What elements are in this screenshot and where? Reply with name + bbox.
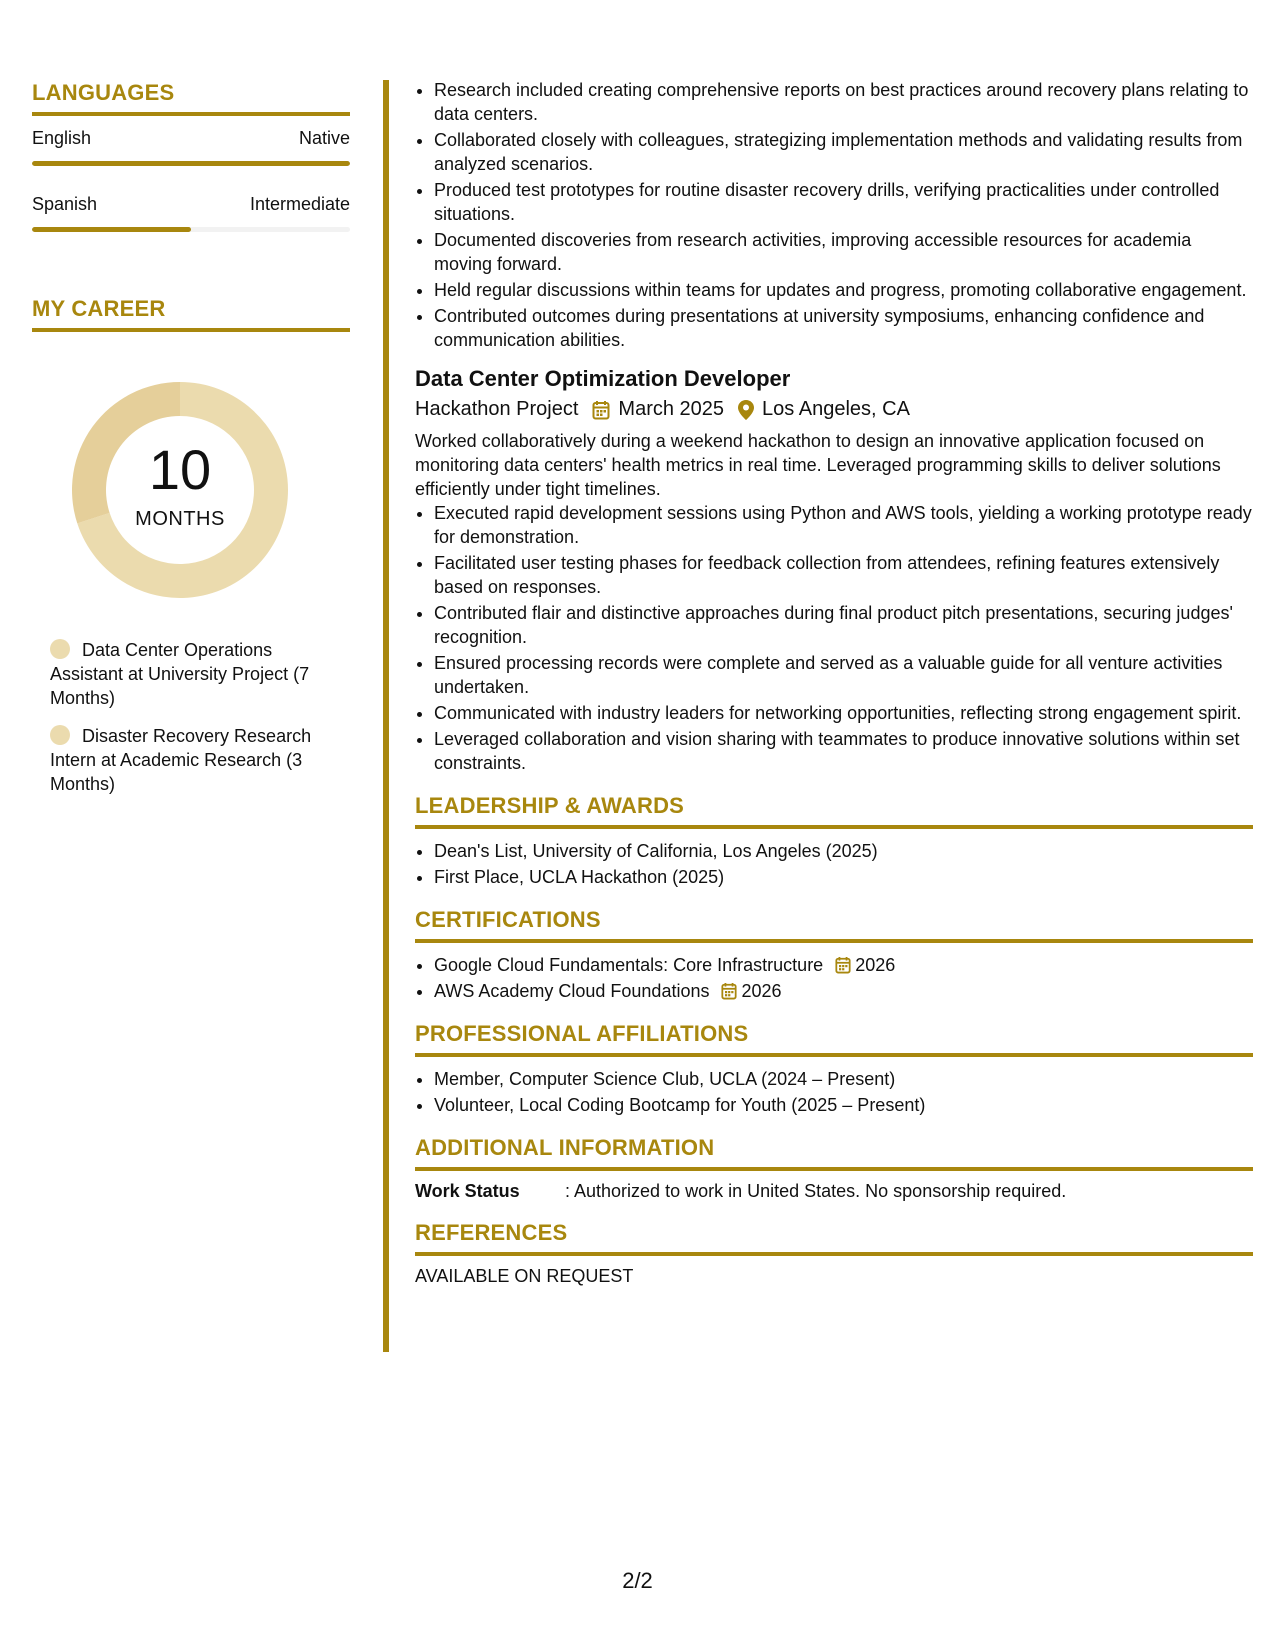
job-summary: Worked collaboratively during a weekend hackathon to design an innovative application focused on monitoring data centers' health metrics in real time. Leveraged programming skills to deliver solutions efficiently under tight timelines.	[415, 431, 1221, 499]
calendar-icon	[721, 982, 737, 1000]
language-item-spanish	[32, 194, 350, 232]
list-item: • Contributed flair and distinctive approaches during final product pitch presentations, securing judges' recognition.	[434, 601, 1253, 649]
legend-item	[50, 724, 332, 796]
job-bullets	[415, 501, 1253, 775]
calendar-icon	[592, 400, 610, 420]
list-item: • Leveraged collaboration and vision sharing with teammates to produce innovative solutions within set constraints.	[434, 727, 1253, 775]
list-item	[434, 953, 1253, 977]
affiliations-section	[415, 1021, 1253, 1117]
list-item	[434, 979, 1253, 1003]
list-item: • Collaborated closely with colleagues, strategizing implementation methods and validating results from analyzed scenarios.	[434, 128, 1253, 176]
languages-section	[32, 80, 350, 232]
additional-info-heading: ADDITIONAL INFORMATION	[415, 1135, 1253, 1171]
certification-name: • Google Cloud Fundamentals: Core Infrastructure	[434, 955, 824, 975]
list-item: • Facilitated user testing phases for feedback collection from attendees, refining features extensively based on responses.	[434, 551, 1253, 599]
left-column	[32, 80, 350, 810]
legend-dot	[50, 725, 70, 745]
language-name: English	[32, 128, 92, 148]
list-item: • Ensured processing records were complete and served as a valuable guide for all venture activities undertaken.	[434, 651, 1253, 699]
list-item: • Member, Computer Science Club, UCLA (2024 – Present)	[434, 1067, 1253, 1091]
certification-year: 2026	[855, 955, 896, 975]
legend-item	[50, 638, 332, 710]
location-pin-icon	[738, 400, 754, 420]
career-heading: MY CAREER	[32, 296, 350, 332]
career-total-unit: MONTHS	[135, 507, 225, 530]
donut-center	[66, 376, 294, 604]
language-item-english	[32, 128, 350, 166]
language-proficiency-fill	[32, 161, 350, 166]
list-item: • First Place, UCLA Hackathon (2025)	[434, 865, 1253, 889]
job-meta	[415, 398, 1253, 421]
languages-heading: LANGUAGES	[32, 80, 350, 116]
work-status-value: : Authorized to work in United States. No sponsorship required.	[565, 1181, 1067, 1201]
job-location: Los Angeles, CA	[762, 398, 910, 420]
job-entry	[415, 366, 1253, 775]
certification-year: 2026	[741, 981, 782, 1001]
job-organization: Hackathon Project	[415, 398, 579, 420]
references-section	[415, 1220, 1253, 1287]
career-donut-chart	[66, 376, 294, 604]
affiliations-heading: PROFESSIONAL AFFILIATIONS	[415, 1021, 1253, 1057]
previous-job-bullets	[415, 78, 1253, 352]
language-proficiency-bar	[32, 161, 350, 166]
references-heading: REFERENCES	[415, 1220, 1253, 1256]
certifications-heading: CERTIFICATIONS	[415, 907, 1253, 943]
language-name: Spanish	[32, 194, 98, 214]
legend-label: Disaster Recovery Research Intern at Academic Research (3 Months)	[50, 726, 312, 794]
legend-label: Data Center Operations Assistant at University Project (7 Months)	[50, 640, 310, 708]
list-item: • Volunteer, Local Coding Bootcamp for Youth (2025 – Present)	[434, 1093, 1253, 1117]
list-item: • Communicated with industry leaders for networking opportunities, reflecting strong engagement spirit.	[434, 701, 1253, 725]
page-number: 2/2	[622, 1568, 653, 1593]
legend-dot	[50, 639, 70, 659]
list-item: • Held regular discussions within teams for updates and progress, promoting collaborative engagement.	[434, 278, 1253, 302]
additional-info-section	[415, 1135, 1253, 1202]
awards-heading: LEADERSHIP & AWARDS	[415, 793, 1253, 829]
certification-name: • AWS Academy Cloud Foundations	[434, 981, 710, 1001]
list-item: • Produced test prototypes for routine disaster recovery drills, verifying practicalities under controlled situations.	[434, 178, 1253, 226]
language-proficiency-bar	[32, 227, 350, 232]
work-status-label: Work Status	[415, 1181, 520, 1201]
calendar-icon	[835, 956, 851, 974]
career-section	[32, 296, 350, 796]
awards-section	[415, 793, 1253, 889]
right-column	[415, 78, 1253, 1287]
career-total-value: 10	[148, 437, 212, 501]
list-item: • Contributed outcomes during presentations at university symposiums, enhancing confidence and communication abilities.	[434, 304, 1253, 352]
language-level: Native	[298, 128, 350, 148]
job-date: March 2025	[618, 398, 725, 420]
work-status-row	[415, 1181, 1253, 1202]
references-text: AVAILABLE ON REQUEST	[415, 1266, 634, 1286]
list-item: • Research included creating comprehensive reports on best practices around recovery plans relating to data centers.	[434, 78, 1253, 126]
language-level: Intermediate	[249, 194, 350, 214]
list-item: • Executed rapid development sessions using Python and AWS tools, yielding a working prototype ready for demonstration.	[434, 501, 1253, 549]
job-title: Data Center Optimization Developer	[415, 366, 791, 391]
column-divider	[383, 80, 389, 1352]
language-proficiency-fill	[32, 227, 191, 232]
list-item: • Dean's List, University of California, Los Angeles (2025)	[434, 839, 1253, 863]
career-legend	[50, 638, 332, 796]
list-item: • Documented discoveries from research activities, improving accessible resources for academia moving forward.	[434, 228, 1253, 276]
certifications-section	[415, 907, 1253, 1003]
